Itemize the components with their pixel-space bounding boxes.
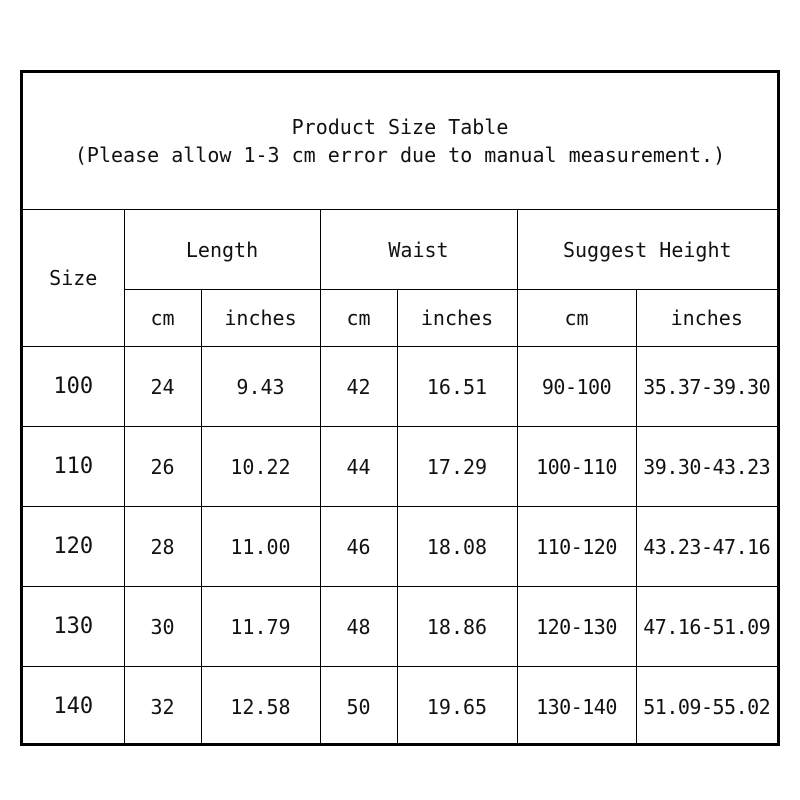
length-header: Length — [124, 210, 320, 290]
size-cell: 120 — [23, 507, 124, 587]
waist-header: Waist — [320, 210, 517, 290]
waist-inches-cell: 19.65 — [397, 667, 517, 747]
length-cm-cell: 30 — [124, 587, 201, 667]
table-title: Product Size Table — [291, 115, 509, 139]
height-inches-cell: 35.37-39.30 — [636, 347, 777, 427]
length-inches-cell: 12.58 — [201, 667, 320, 747]
size-table — [23, 73, 777, 746]
height-inches-cell: 39.30-43.23 — [636, 427, 777, 507]
height-cm-header: cm — [517, 290, 636, 347]
length-inches-header: inches — [201, 290, 320, 347]
height-cm-cell: 130-140 — [517, 667, 636, 747]
height-cm-cell: 120-130 — [517, 587, 636, 667]
waist-inches-cell: 18.08 — [397, 507, 517, 587]
height-inches-header: inches — [636, 290, 777, 347]
size-cell: 140 — [23, 667, 124, 747]
table-title-cell — [23, 73, 777, 210]
header-row-units — [23, 290, 777, 347]
table-subtitle: (Please allow 1-3 cm error due to manual measurement.) — [74, 143, 726, 167]
length-inches-cell: 11.79 — [201, 587, 320, 667]
waist-inches-cell: 17.29 — [397, 427, 517, 507]
length-cm-cell: 26 — [124, 427, 201, 507]
height-cm-cell: 110-120 — [517, 507, 636, 587]
waist-inches-cell: 16.51 — [397, 347, 517, 427]
size-cell: 110 — [23, 427, 124, 507]
height-inches-cell: 43.23-47.16 — [636, 507, 777, 587]
waist-cm-cell: 50 — [320, 667, 397, 747]
height-cm-cell: 90-100 — [517, 347, 636, 427]
waist-cm-cell: 44 — [320, 427, 397, 507]
table-row — [23, 667, 777, 747]
size-cell: 130 — [23, 587, 124, 667]
waist-inches-cell: 18.86 — [397, 587, 517, 667]
length-cm-cell: 28 — [124, 507, 201, 587]
size-table-sheet — [20, 70, 780, 746]
length-inches-cell: 10.22 — [201, 427, 320, 507]
waist-inches-header: inches — [397, 290, 517, 347]
length-inches-cell: 9.43 — [201, 347, 320, 427]
length-cm-cell: 24 — [124, 347, 201, 427]
title-row — [23, 73, 777, 210]
waist-cm-cell: 48 — [320, 587, 397, 667]
height-header: Suggest Height — [517, 210, 777, 290]
waist-cm-cell: 46 — [320, 507, 397, 587]
height-cm-cell: 100-110 — [517, 427, 636, 507]
table-row — [23, 347, 777, 427]
table-row — [23, 507, 777, 587]
header-row-group — [23, 210, 777, 290]
length-cm-header: cm — [124, 290, 201, 347]
size-header: Size — [23, 210, 124, 347]
height-inches-cell: 51.09-55.02 — [636, 667, 777, 747]
waist-cm-header: cm — [320, 290, 397, 347]
table-row — [23, 427, 777, 507]
table-row — [23, 587, 777, 667]
height-inches-cell: 47.16-51.09 — [636, 587, 777, 667]
length-inches-cell: 11.00 — [201, 507, 320, 587]
waist-cm-cell: 42 — [320, 347, 397, 427]
length-cm-cell: 32 — [124, 667, 201, 747]
size-cell: 100 — [23, 347, 124, 427]
